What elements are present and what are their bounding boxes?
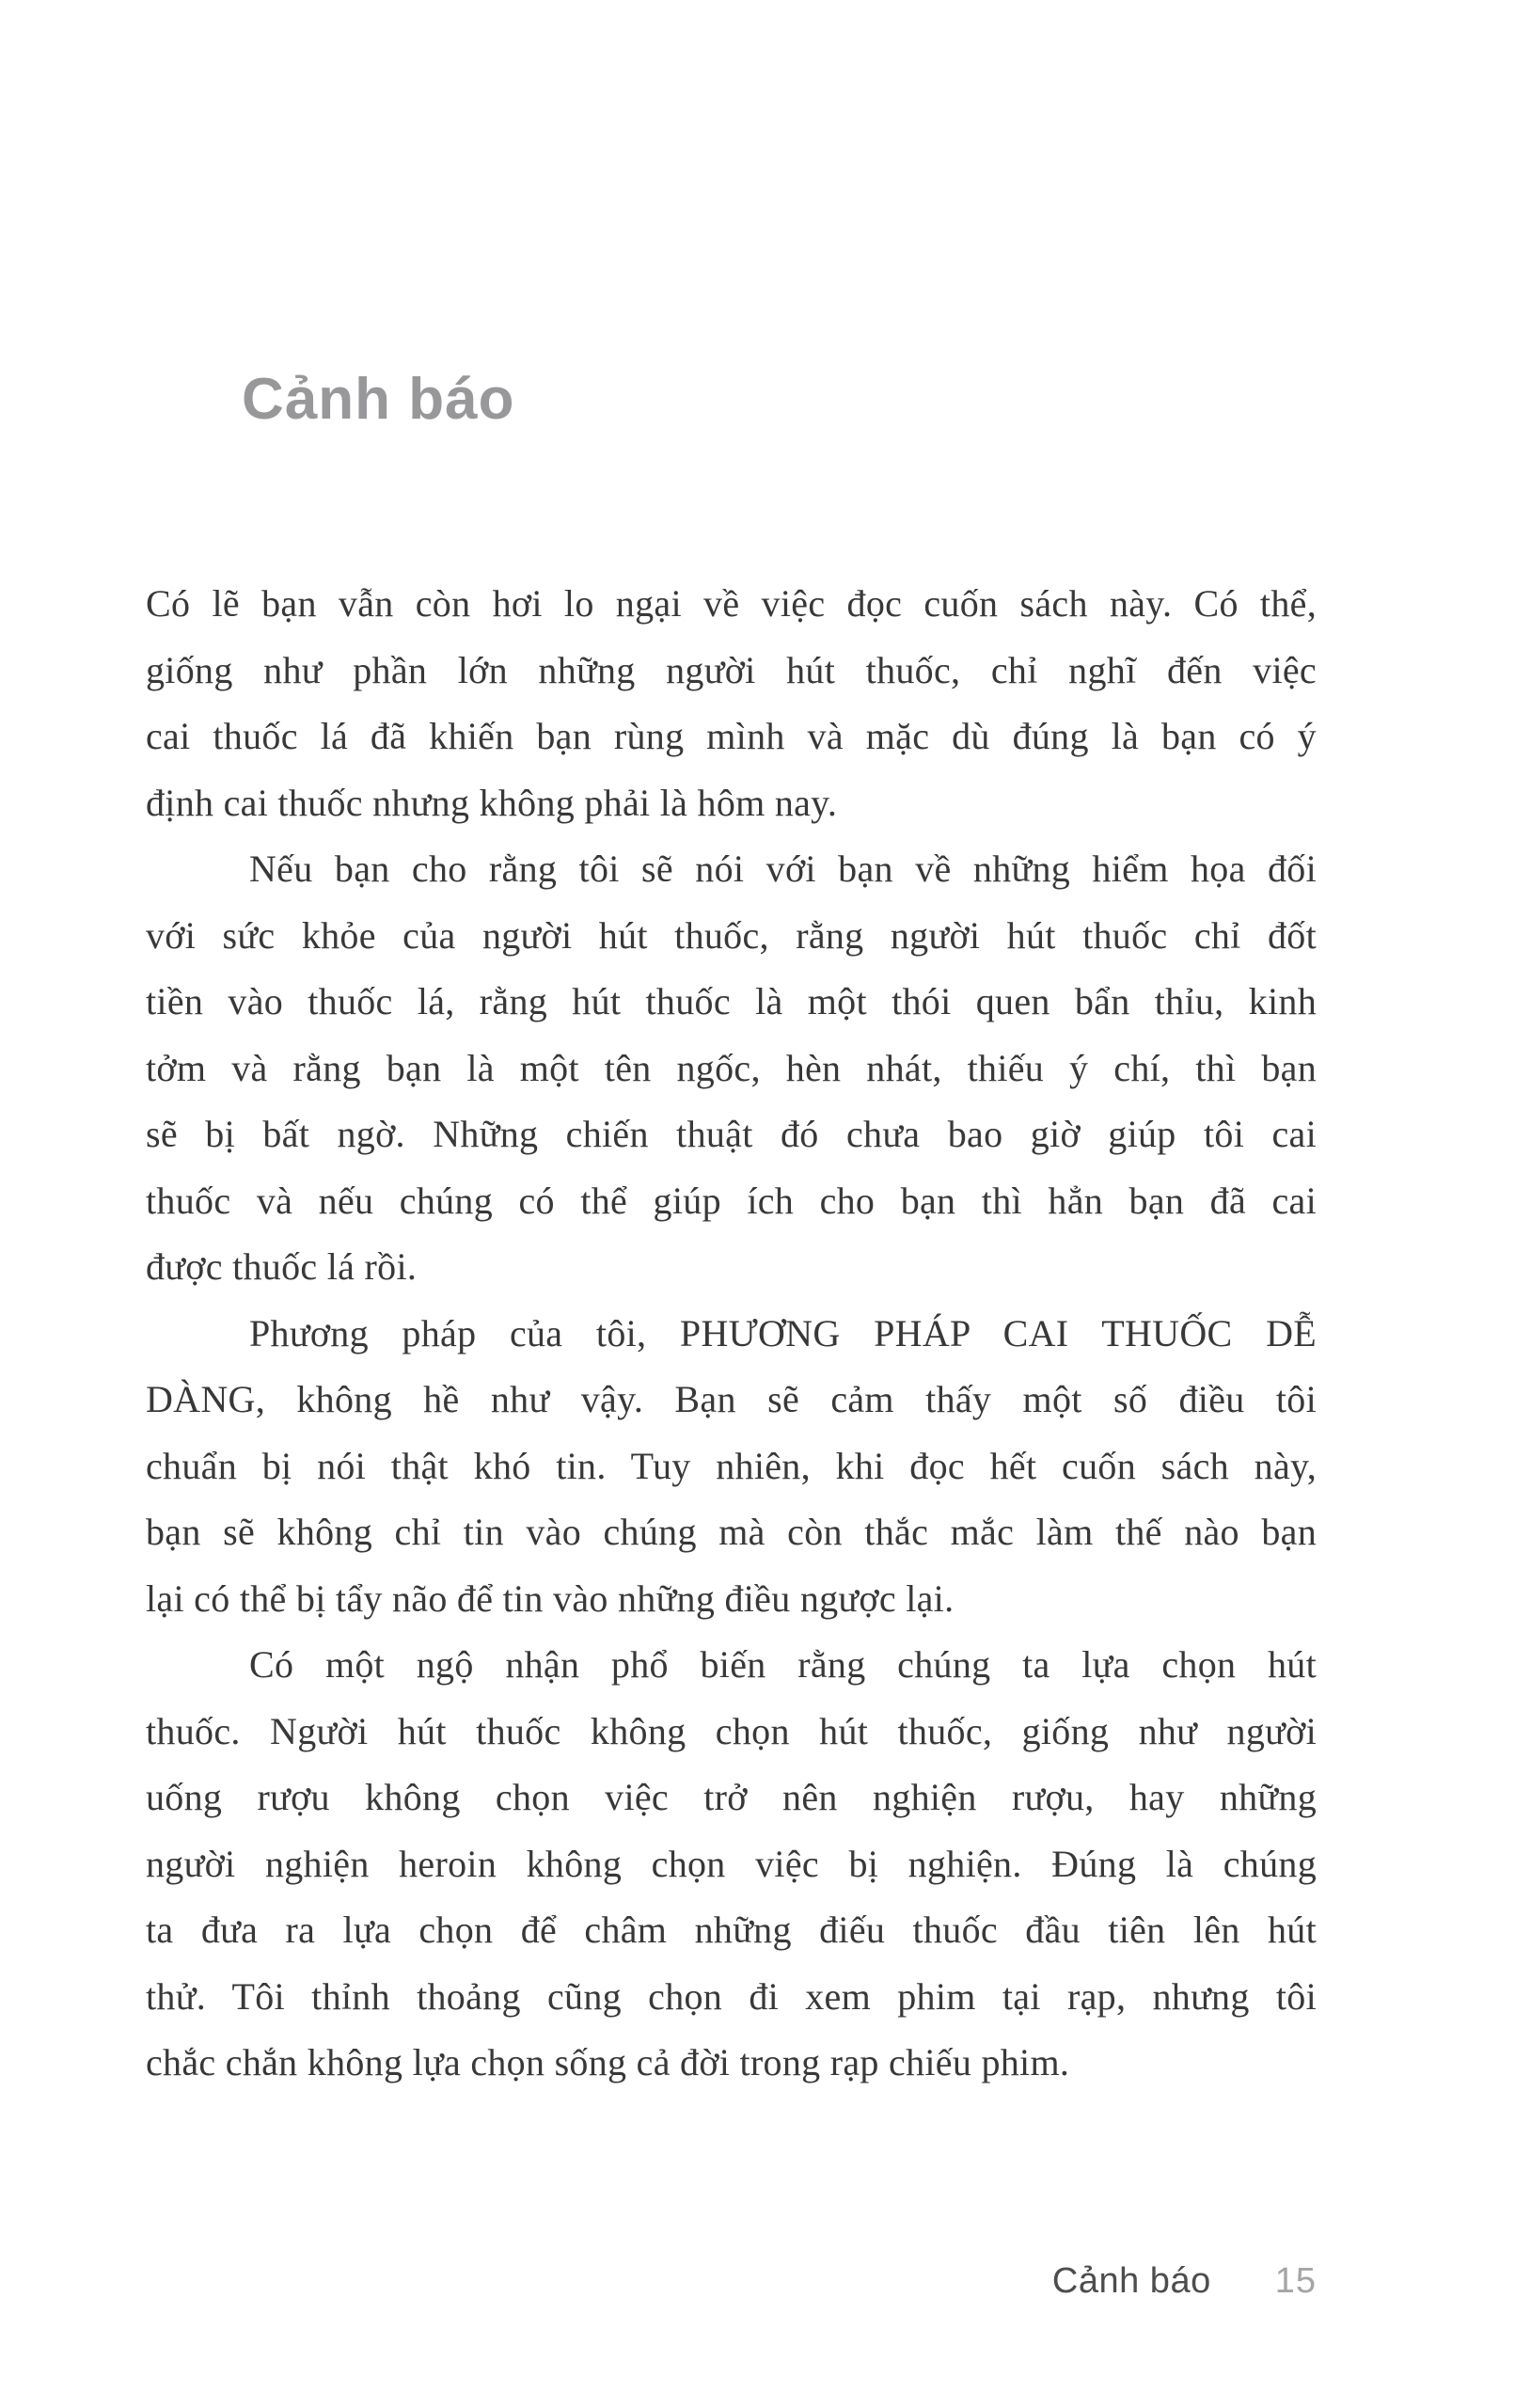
text-line: chắc chắn không lựa chọn sống cả đời trong rạp chiếu phim. (146, 2041, 1070, 2083)
page-footer (1052, 2259, 1317, 2303)
paragraph-4 (146, 1632, 1317, 2097)
text-line: bạn sẽ không chỉ tin vào chúng mà còn thắc mắc làm thế nào bạn (146, 1511, 1317, 1553)
footer-page-number: 15 (1274, 2261, 1317, 2301)
text-line: tởm và rằng bạn là một tên ngốc, hèn nhát, thiếu ý chí, thì bạn (146, 1046, 1317, 1089)
paragraph-3 (146, 1301, 1317, 1633)
text-line: chuẩn bị nói thật khó tin. Tuy nhiên, khi đọc hết cuốn sách này, (146, 1444, 1317, 1487)
text-line: Nếu bạn cho rằng tôi sẽ nói với bạn về những hiểm họa đối (249, 848, 1317, 890)
text-line: thuốc. Người hút thuốc không chọn hút thuốc, giống như người (146, 1709, 1317, 1752)
text-line: lại có thể bị tẩy não để tin vào những điều ngược lại. (146, 1576, 955, 1620)
paragraph-1 (146, 571, 1317, 836)
footer-chapter-label: Cảnh báo (1051, 2261, 1211, 2301)
text-line: tiền vào thuốc lá, rằng hút thuốc là một thói quen bẩn thỉu, kinh (146, 980, 1317, 1022)
text-line: định cai thuốc nhưng không phải là hôm nay. (146, 781, 838, 824)
text-line: Có lẽ bạn vẫn còn hơi lo ngại về việc đọc cuốn sách này. Có thể, (146, 582, 1317, 625)
text-line: với sức khỏe của người hút thuốc, rằng người hút thuốc chỉ đốt (146, 913, 1317, 957)
body-text (146, 571, 1317, 2097)
text-line: thử. Tôi thỉnh thoảng cũng chọn đi xem phim tại rạp, nhưng tôi (146, 1974, 1317, 2018)
chapter-title: Cảnh báo (242, 367, 515, 432)
text-line: DÀNG, không hề như vậy. Bạn sẽ cảm thấy một số điều tôi (146, 1378, 1317, 1420)
text-line: cai thuốc lá đã khiến bạn rùng mình và mặc dù đúng là bạn có ý (146, 715, 1317, 757)
text-line: người nghiện heroin không chọn việc bị nghiện. Đúng là chúng (146, 1842, 1317, 1885)
text-line: được thuốc lá rồi. (146, 1245, 418, 1288)
text-line: thuốc và nếu chúng có thể giúp ích cho bạn thì hẳn bạn đã cai (146, 1179, 1317, 1222)
text-line: Có một ngộ nhận phổ biến rằng chúng ta lựa chọn hút (249, 1643, 1317, 1686)
paragraph-2 (146, 836, 1317, 1301)
text-line: giống như phần lớn những người hút thuốc, chỉ nghĩ đến việc (146, 648, 1317, 691)
text-line: sẽ bị bất ngờ. Những chiến thuật đó chưa bao giờ giúp tôi cai (146, 1113, 1317, 1155)
text-line: Phương pháp của tôi, PHƯƠNG PHÁP CAI THUỐC DỄ (249, 1311, 1317, 1354)
text-line: ta đưa ra lựa chọn để châm những điếu thuốc đầu tiên lên hút (146, 1909, 1317, 1951)
text-line: uống rượu không chọn việc trở nên nghiện rượu, hay những (146, 1776, 1317, 1818)
